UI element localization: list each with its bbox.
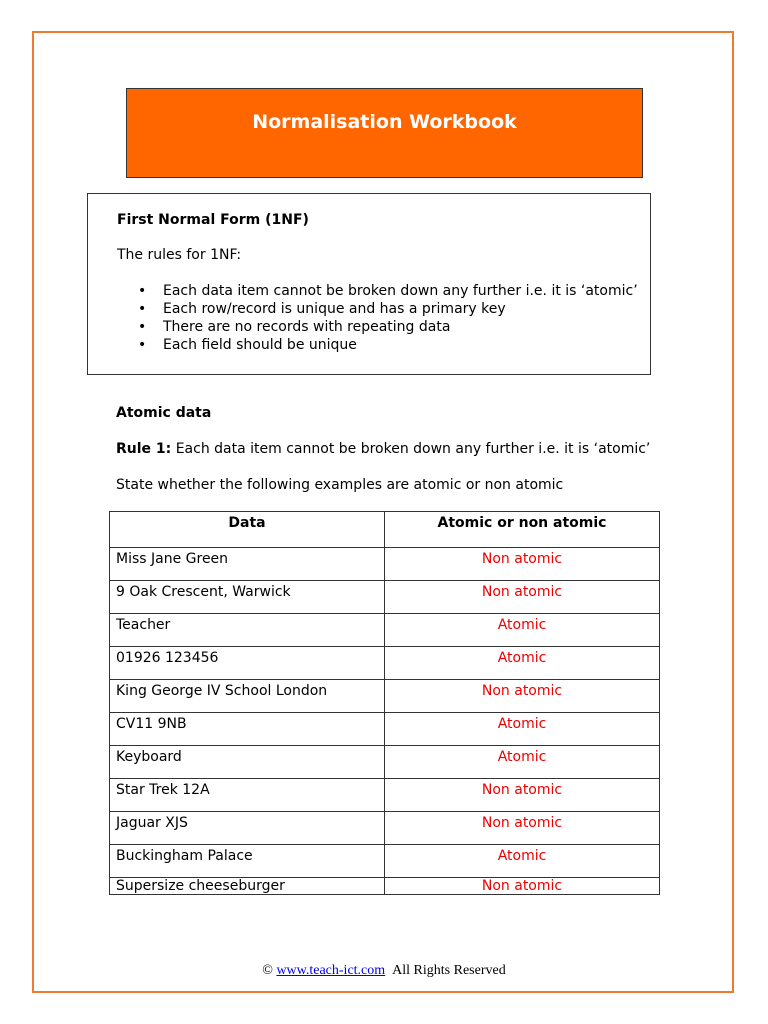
rule-text: Each data item cannot be broken down any further i.e. it is ‘atomic’ — [171, 441, 651, 457]
data-cell: Buckingham Palace — [110, 845, 385, 878]
rule-label: Rule 1: — [116, 441, 172, 457]
rule-item-text: Each field should be unique — [163, 337, 357, 353]
rule-item-text: There are no records with repeating data — [163, 319, 451, 335]
column-header-answer: Atomic or non atomic — [385, 512, 660, 548]
page-title: Normalisation Workbook — [252, 111, 517, 133]
rule-item — [117, 282, 638, 300]
answer-cell: Atomic — [385, 746, 660, 779]
bullet-icon: • — [138, 319, 147, 335]
answer-cell: Atomic — [385, 845, 660, 878]
data-cell: Supersize cheeseburger — [110, 878, 385, 895]
answer-cell: Non atomic — [385, 779, 660, 812]
data-cell: CV11 9NB — [110, 713, 385, 746]
rules-box — [87, 193, 651, 375]
instruction: State whether the following examples are atomic or non atomic — [116, 477, 564, 493]
data-cell: 01926 123456 — [110, 647, 385, 680]
data-cell: Keyboard — [110, 746, 385, 779]
table-row — [110, 845, 660, 878]
answer-cell: Non atomic — [385, 812, 660, 845]
section-heading: Atomic data — [116, 405, 212, 421]
footer — [0, 963, 768, 979]
table-row — [110, 779, 660, 812]
copyright-symbol: © — [262, 963, 273, 978]
data-cell: 9 Oak Crescent, Warwick — [110, 581, 385, 614]
table-row — [110, 647, 660, 680]
table-row — [110, 878, 660, 895]
rules-list — [117, 282, 638, 354]
website-link[interactable]: www.teach-ict.com — [276, 963, 386, 978]
bullet-icon: • — [138, 337, 147, 353]
answer-cell: Atomic — [385, 614, 660, 647]
rules-intro: The rules for 1NF: — [117, 247, 242, 263]
rule-item-text: Each data item cannot be broken down any further i.e. it is ‘atomic’ — [163, 283, 638, 299]
answer-cell: Non atomic — [385, 548, 660, 581]
table-row — [110, 812, 660, 845]
table-row — [110, 713, 660, 746]
answer-cell: Atomic — [385, 647, 660, 680]
data-cell: Teacher — [110, 614, 385, 647]
atomic-data-table — [109, 511, 660, 895]
answer-cell: Atomic — [385, 713, 660, 746]
table-header-row — [110, 512, 660, 548]
data-cell: Star Trek 12A — [110, 779, 385, 812]
data-cell: Miss Jane Green — [110, 548, 385, 581]
rule-item-text: Each row/record is unique and has a primary key — [163, 301, 506, 317]
rules-heading: First Normal Form (1NF) — [117, 212, 309, 228]
data-cell: Jaguar XJS — [110, 812, 385, 845]
rule-item — [117, 300, 638, 318]
rights-text: All Rights Reserved — [392, 963, 506, 978]
data-cell: King George IV School London — [110, 680, 385, 713]
title-banner — [126, 88, 643, 178]
bullet-icon: • — [138, 301, 147, 317]
table-row — [110, 581, 660, 614]
table-row — [110, 548, 660, 581]
bullet-icon: • — [138, 283, 147, 299]
rule-item — [117, 336, 638, 354]
rule-statement — [116, 441, 650, 457]
table-row — [110, 680, 660, 713]
answer-cell: Non atomic — [385, 581, 660, 614]
table-row — [110, 746, 660, 779]
table-row — [110, 614, 660, 647]
rule-item — [117, 318, 638, 336]
column-header-data: Data — [110, 512, 385, 548]
answer-cell: Non atomic — [385, 878, 660, 895]
answer-cell: Non atomic — [385, 680, 660, 713]
